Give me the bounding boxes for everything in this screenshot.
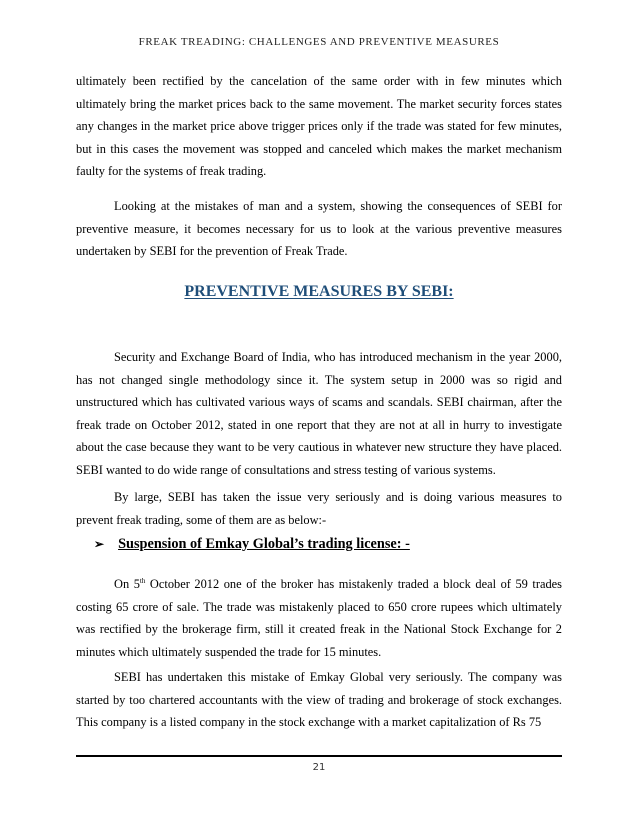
paragraph-continuation: ultimately been rectified by the cancelation of the same order with in few minutes which ultimately bring the market prices back to the same movement. The market security forces states any changes in the market price above trigger prices only if the trade was stated for few minutes, but in this cases the movement was stopped and canceled which makes the market mechanism faulty for the systems of freak trading. xyxy=(76,74,562,179)
footer-divider xyxy=(76,755,562,757)
paragraph-emkay-company: SEBI has undertaken this mistake of Emkay Global very seriously. The company was started by too chartered accountants with the view of trading and brokerage of stock exchanges. This company is a listed company in the stock exchange with a market capitalization of Rs 75 xyxy=(76,670,562,730)
section-heading: PREVENTIVE MEASURES BY SEBI: xyxy=(184,283,454,300)
page-number: 21 xyxy=(312,762,326,773)
bullet-item-label: Suspension of Emkay Global’s trading license: - xyxy=(118,536,410,552)
bullet-item-emkay-suspension xyxy=(94,536,574,553)
paragraph-emkay-incident: On 5th October 2012 one of the broker has mistakenly traded a block deal of 59 trades costing 65 crore of sale. The trade was mistakenly placed to 650 crore rupees which ultimately was rectified by the brokerage firm, still it created freak in the National Stock Exchange for 2 minutes which ultimately suspended the trade for 15 minutes. xyxy=(76,576,562,659)
paragraph-sebi-mechanism: Security and Exchange Board of India, who has introduced mechanism in the year 2000, has not changed single methodology since it. The system setup in 2000 was so rigid and unstructured which has cultivated various ways of scams and scandals. SEBI chairman, after the freak trade on October 2012, stated in one report that they are not at all in hurry to investigate about the case because they want to be very cautious in whatever new structure they have placed. SEBI wanted to do wide range of consultations and stress testing of various systems. xyxy=(76,350,562,477)
arrow-bullet-icon: ➢ xyxy=(94,537,105,551)
paragraph-preventive-intro: Looking at the mistakes of man and a system, showing the consequences of SEBI for preventive measure, it becomes necessary for us to look at the various preventive measures undertaken by SEBI for the prevention of Freak Trade. xyxy=(76,199,562,259)
paragraph-sebi-measures: By large, SEBI has taken the issue very seriously and is doing various measures to prevent freak trading, some of them are as below:- xyxy=(76,490,562,527)
running-header: FREAK TREADING: CHALLENGES AND PREVENTIVE MEASURES xyxy=(138,36,500,48)
